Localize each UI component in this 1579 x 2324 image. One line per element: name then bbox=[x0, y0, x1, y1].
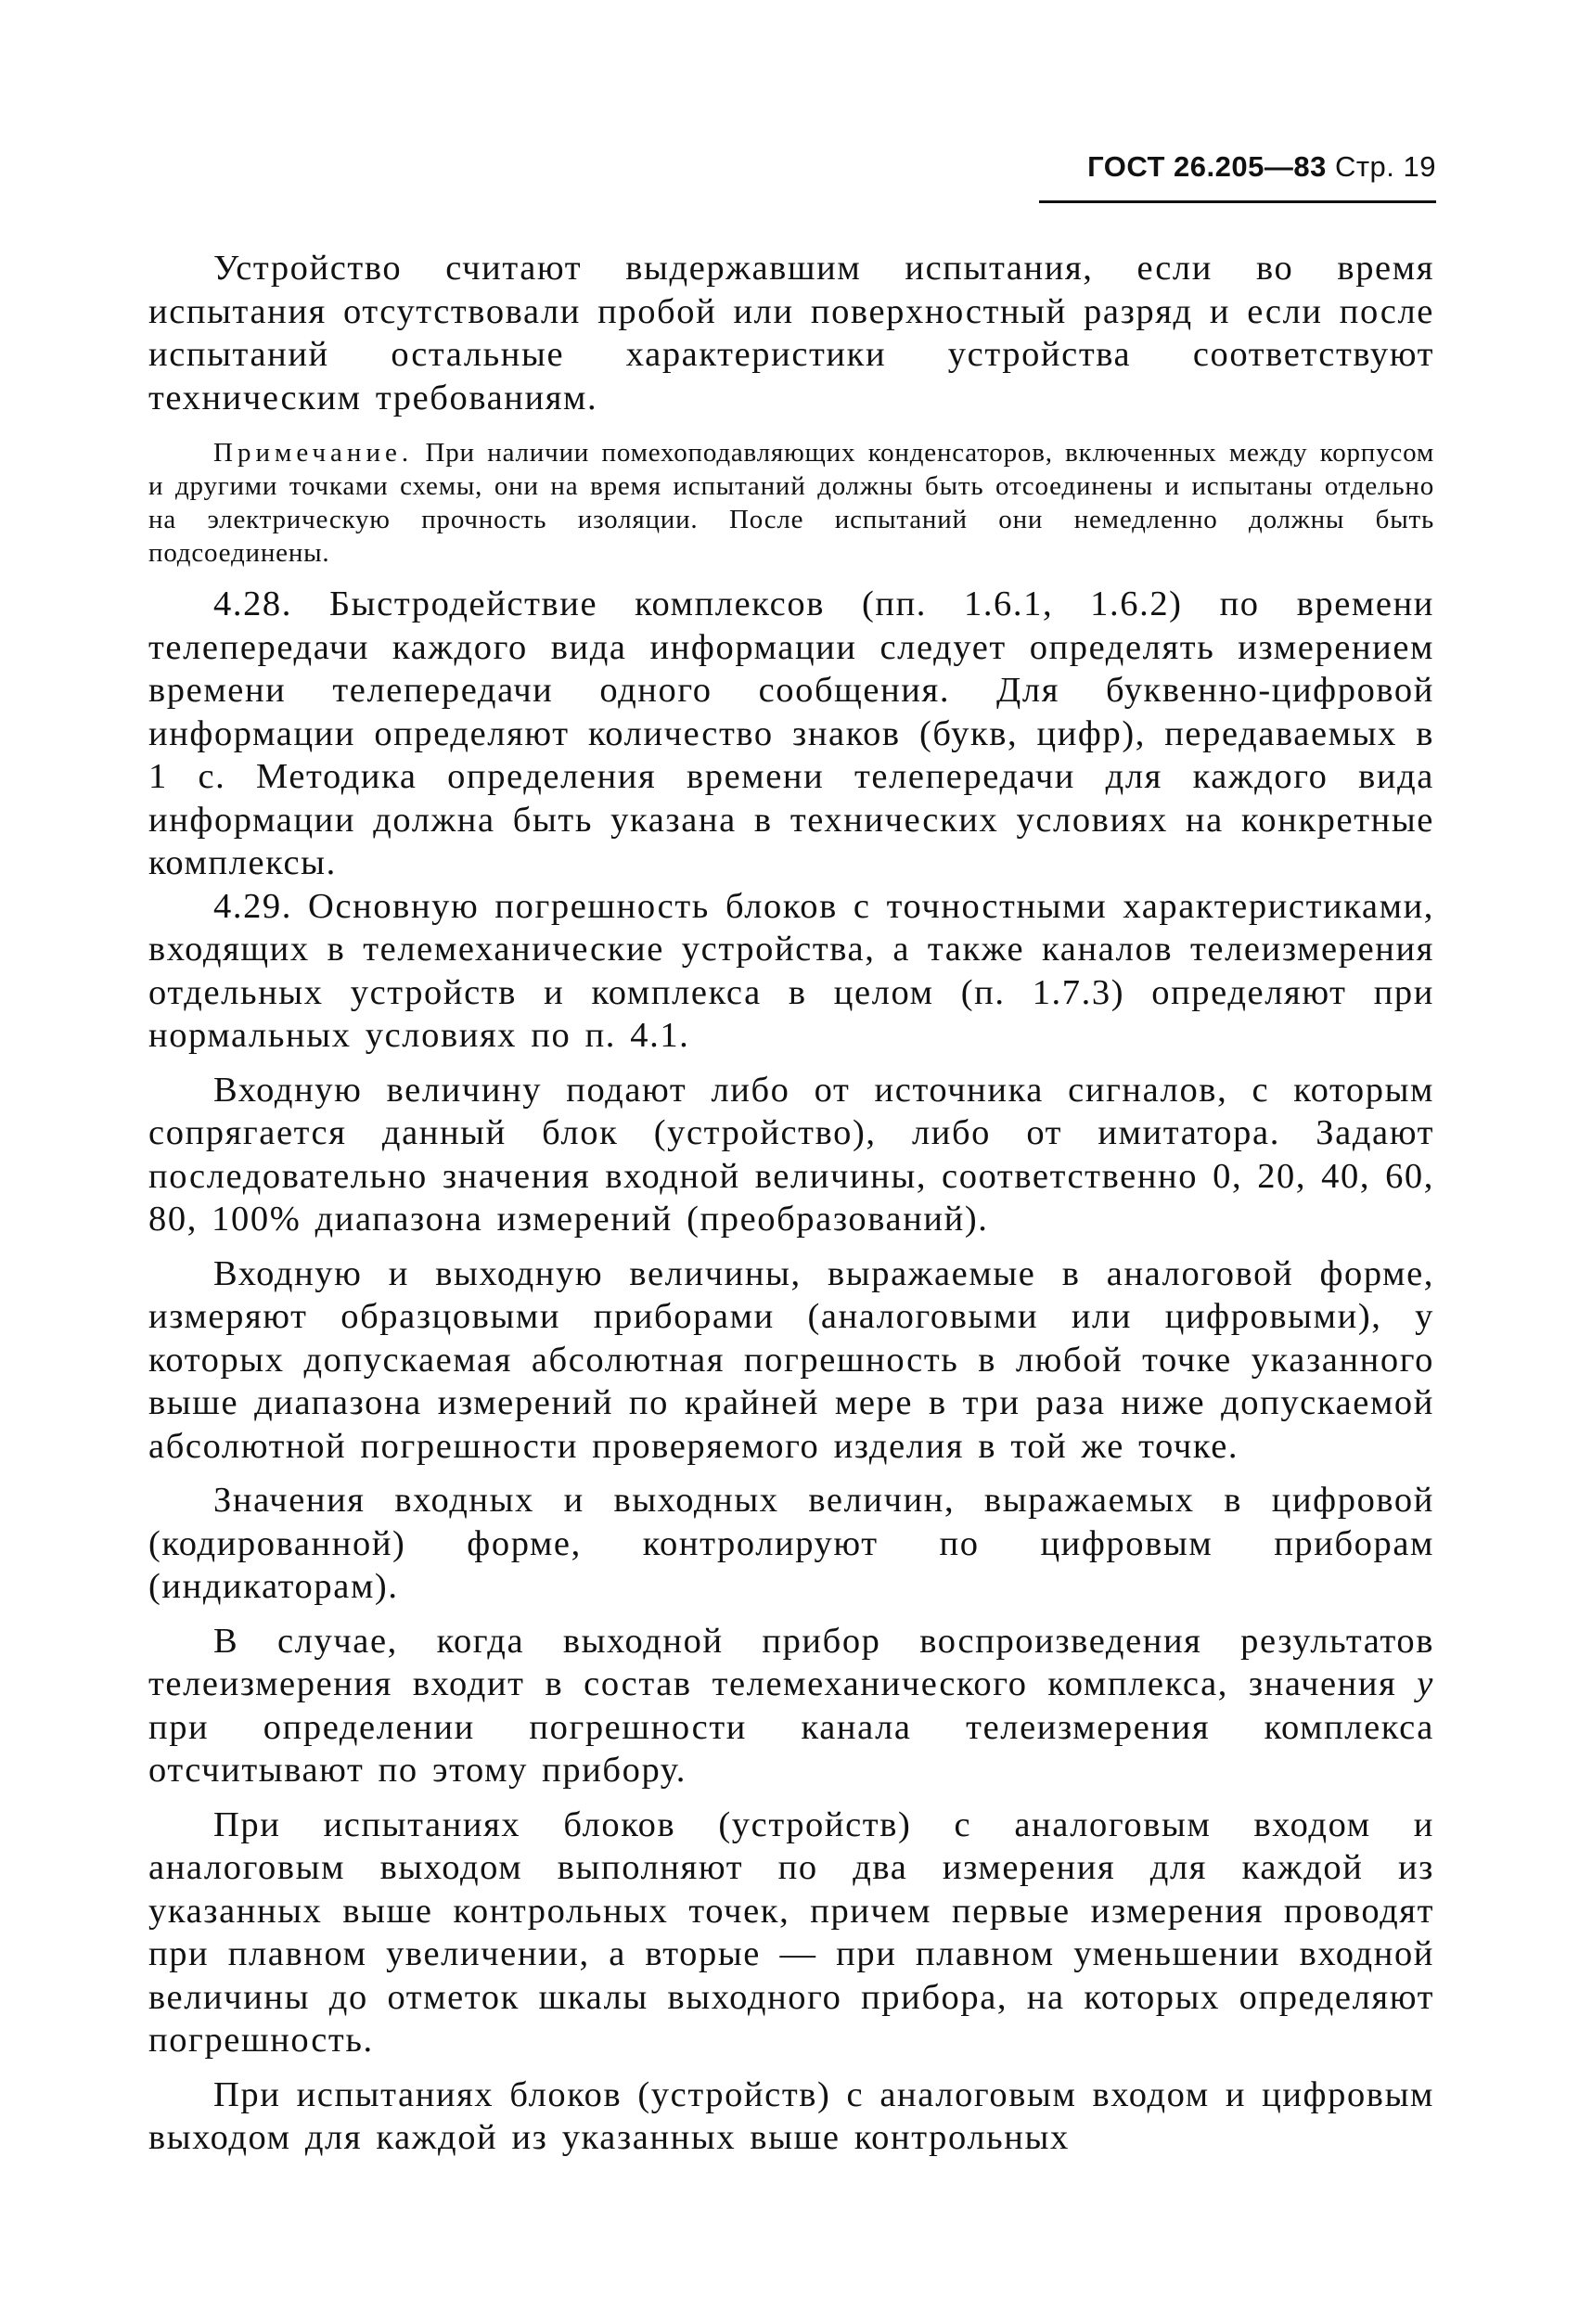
note-paragraph bbox=[148, 436, 1434, 570]
paragraph-4-28: 4.28. Быстродействие комплексов (пп. 1.6.1, 1.6.2) по времени телепередачи каждого вида информации следует определять измерением времени телепередачи одного сообщения. Для буквенно-цифровой информации определяют количество знаков (букв, цифр), передаваемых в 1 с. Методика определения времени телепередачи для каждого вида информации должна быть указана в технических условиях на конкретные комплексы. bbox=[148, 584, 1434, 882]
paragraph-analog-output: При испытаниях блоков (устройств) с аналоговым входом и аналоговым выходом выполняют по два измерения для каждой из указанных выше контрольных точек, причем первые измерения проводят при плавном увеличении, а вторые — при плавном уменьшении входной величины до отметок шкалы выходного прибора, на которых определяют погрешность. bbox=[148, 1804, 1434, 2060]
standard-number: ГОСТ 26.205—83 bbox=[1087, 150, 1327, 183]
page-header bbox=[1039, 148, 1436, 186]
document-body bbox=[148, 247, 1434, 2160]
output-device-text-a: В случае, когда выходной прибор воспроизведения результатов телеизмерения входит в состав телемеханического комплекса, значения bbox=[148, 1621, 1434, 1703]
paragraph-digital-measurement: Значения входных и выходных величин, выражаемых в цифровой (кодированной) форме, контролируют по цифровым приборам (индикаторам). bbox=[148, 1481, 1434, 1606]
paragraph-test-result: Устройство считают выдержавшим испытания, если во время испытания отсутствовали пробой или поверхностный разряд и если после испытаний остальные характеристики устройства соответствуют техническим требованиям. bbox=[148, 249, 1434, 417]
paragraph-output-device bbox=[148, 1620, 1434, 1792]
header-rule bbox=[1039, 200, 1436, 203]
output-device-text-b: при определении погрешности канала телеизмерения комплекса отсчитывают по этому прибору. bbox=[148, 1707, 1434, 1790]
paragraph-analog-measurement: Входную и выходную величины, выражаемые в аналоговой форме, измеряют образцовыми приборами (аналоговыми или цифровыми), у которых допускаемая абсолютная погрешность в любой точке указанного выше диапазона измерений по крайней мере в три раза ниже допускаемой абсолютной погрешности проверяемого изделия в той же точке. bbox=[148, 1253, 1434, 1466]
paragraph-digital-output: При испытаниях блоков (устройств) с аналоговым входом и цифровым выходом для каждой из указанных выше контрольных bbox=[148, 2074, 1434, 2157]
paragraph-input-value: Входную величину подают либо от источника сигналов, с которым сопрягается данный блок (устройство), либо от имитатора. Задают последовательно значения входной величины, соответственно 0, 20, 40, 60, 80, 100% диапазона измерений (преобразований). bbox=[148, 1070, 1434, 1239]
variable-y: y bbox=[1417, 1664, 1434, 1703]
note-text: При наличии помехоподавляющих конденсаторов, включенных между корпусом и другими точками схемы, они на время испытаний должны быть отсоединены и испытаны отдельно на электрическую прочность изоляции. После испытаний они немедленно должны быть подсоединены. bbox=[148, 438, 1434, 568]
page-number: Стр. 19 bbox=[1334, 150, 1436, 183]
note-label: Примечание. bbox=[213, 438, 414, 468]
paragraph-4-29: 4.29. Основную погрешность блоков с точностными характеристиками, входящих в телемеханические устройства, а также каналов телеизмерения отдельных устройств и комплекса в целом (п. 1.7.3) определяют при нормальных условиях по п. 4.1. bbox=[148, 886, 1434, 1055]
